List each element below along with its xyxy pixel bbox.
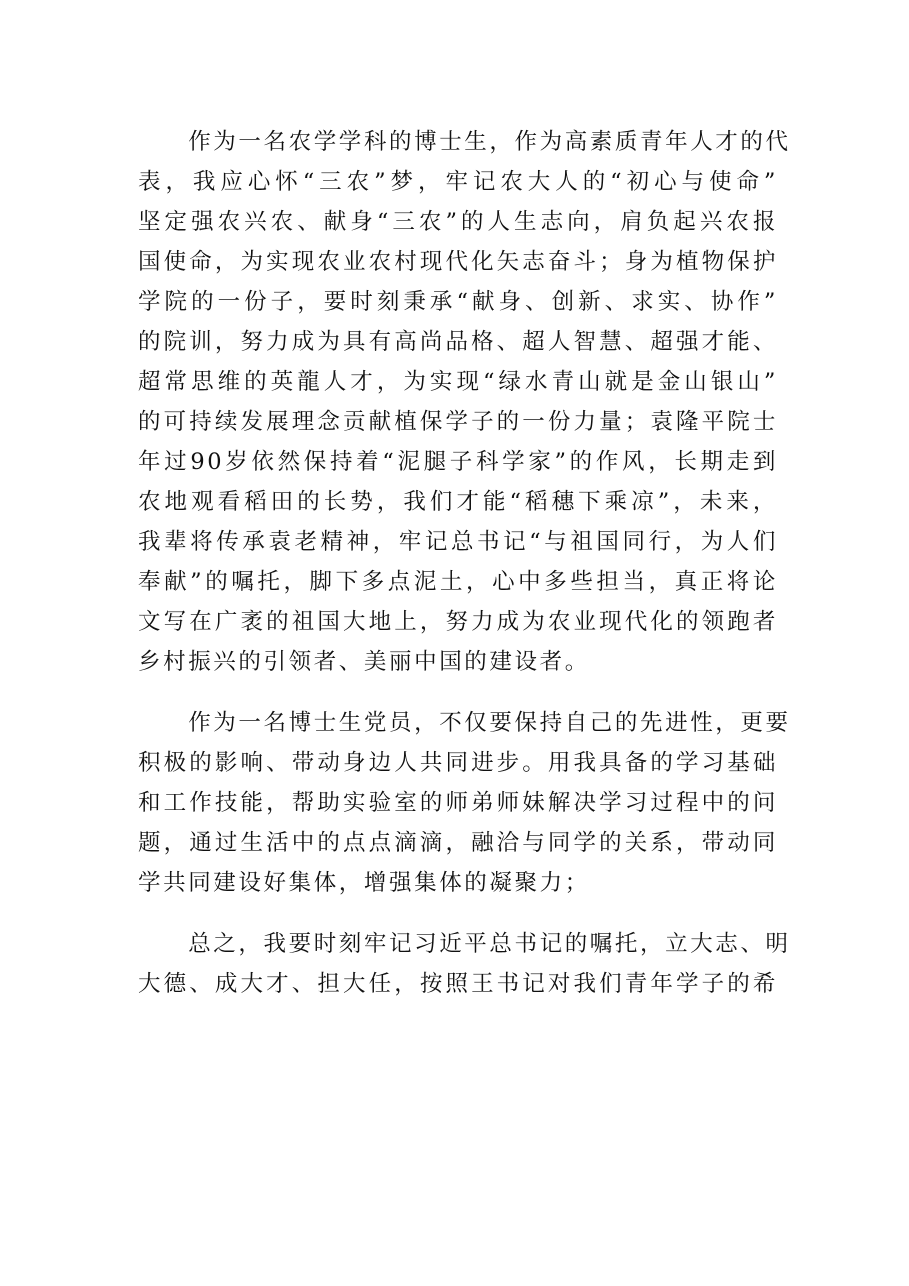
text-line: 学院的一份子，要时刻秉承“献身、创新、求实、协作”: [138, 289, 778, 315]
text-line: 坚定强农兴农、献身“三农”的人生志向，肩负起兴农报: [138, 209, 778, 235]
paragraph-gap: [138, 682, 778, 703]
text-line: 超常思维的英龍人才，为实现“绿水青山就是金山银山”: [138, 369, 778, 395]
text-line: 的院训，努力成为具有高尚品格、超人智慧、超强才能、: [138, 329, 778, 355]
text-line: 的可持续发展理念贡献植保学子的一份力量；袁隆平院士: [138, 409, 778, 435]
text-line: 奉献”的嘱托，脚下多点泥土，心中多些担当，真正将论: [138, 569, 778, 595]
paragraph-1: [138, 122, 791, 682]
text-line: 作为一名博士生党员，不仅要保持自己的先进性，更要: [138, 710, 791, 736]
text-line: 农地观看稻田的长势，我们才能“稻穗下乘凉”，未来，: [138, 489, 778, 515]
text-line: 和工作技能，帮助实验室的师弟师妹解决学习过程中的问: [138, 790, 778, 816]
text-line: 总之，我要时刻牢记习近平总书记的嘱托，立大志、明: [138, 931, 791, 957]
text-line: 积极的影响、带动身边人共同进步。用我具备的学习基础: [138, 750, 778, 776]
text-line: 表，我应心怀“三农”梦，牢记农大人的“初心与使命”: [138, 169, 778, 195]
text-line: 题，通过生活中的点点滴滴，融洽与同学的关系，带动同: [138, 830, 778, 856]
text-line: 我辈将传承袁老精神，牢记总书记“与祖国同行，为人们: [138, 529, 778, 555]
paragraph-gap: [138, 903, 778, 924]
paragraph-3: [138, 924, 791, 1004]
text-line: 国使命，为实现农业农村现代化矢志奋斗；身为植物保护: [138, 249, 778, 275]
document-body: [138, 122, 791, 1004]
text-line: 年过90岁依然保持着“泥腿子科学家”的作风，长期走到: [138, 449, 778, 475]
paragraph-2: [138, 703, 791, 903]
text-line: 学共同建设好集体，增强集体的凝聚力；: [138, 870, 590, 896]
text-line: 大德、成大才、担大任，按照王书记对我们青年学子的希: [138, 971, 778, 997]
text-line: 乡村振兴的引领者、美丽中国的建设者。: [138, 649, 590, 675]
text-line: 作为一名农学学科的博士生，作为高素质青年人才的代: [138, 129, 791, 155]
text-line: 文写在广袤的祖国大地上，努力成为农业现代化的领跑者: [138, 609, 778, 635]
